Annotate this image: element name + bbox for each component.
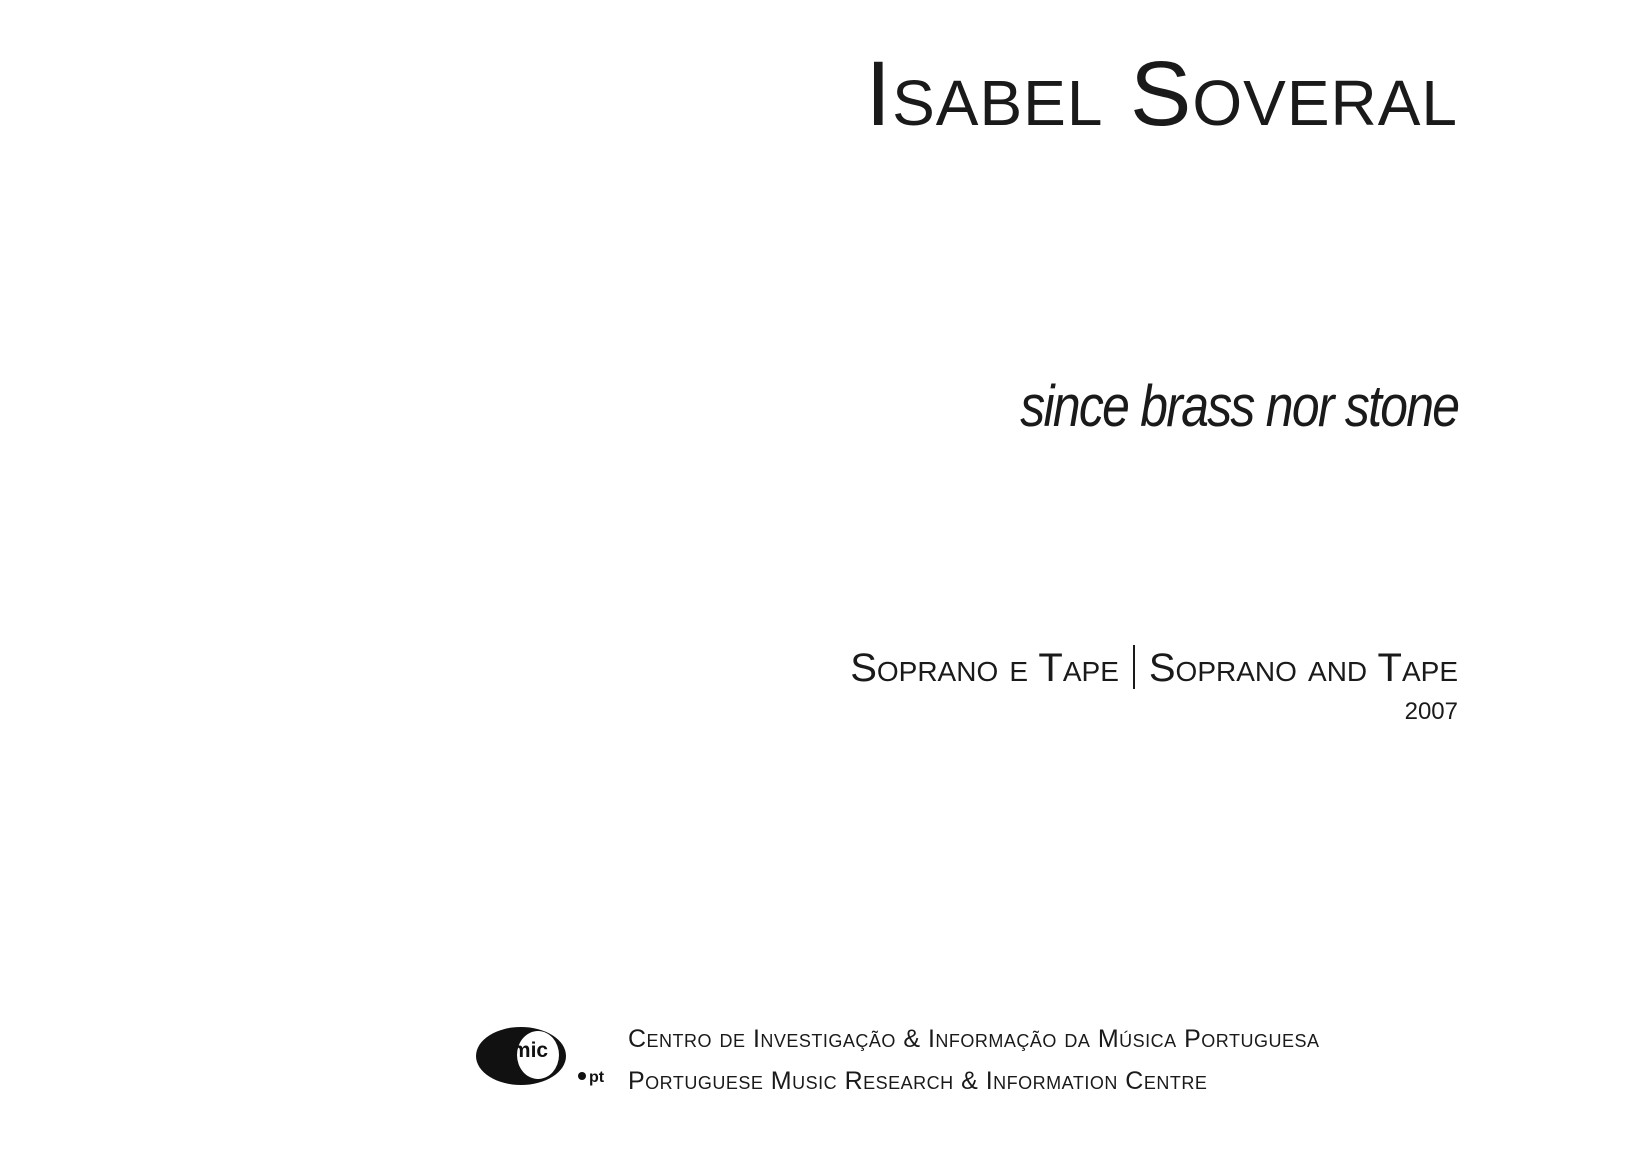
logo-text: mic [511,1039,549,1062]
separator-bar [1133,645,1135,689]
composition-year: 2007 [1404,698,1458,725]
instrumentation [850,645,1458,689]
institution-name-english: Portuguese Music Research & Information Centre [628,1067,1208,1095]
institution-names [628,1018,1319,1102]
institution-name-portuguese: Centro de Investigação & Informação da Música Portuguesa [628,1025,1320,1053]
work-title: since brass nor stone [1020,374,1458,439]
instrumentation-english: Soprano and Tape [1148,646,1458,690]
logo-suffix: pt [589,1069,605,1086]
mic-pt-logo [476,1022,616,1090]
instrumentation-portuguese: Soprano e Tape [850,646,1119,690]
composer-name: Isabel Soveral [865,43,1458,145]
